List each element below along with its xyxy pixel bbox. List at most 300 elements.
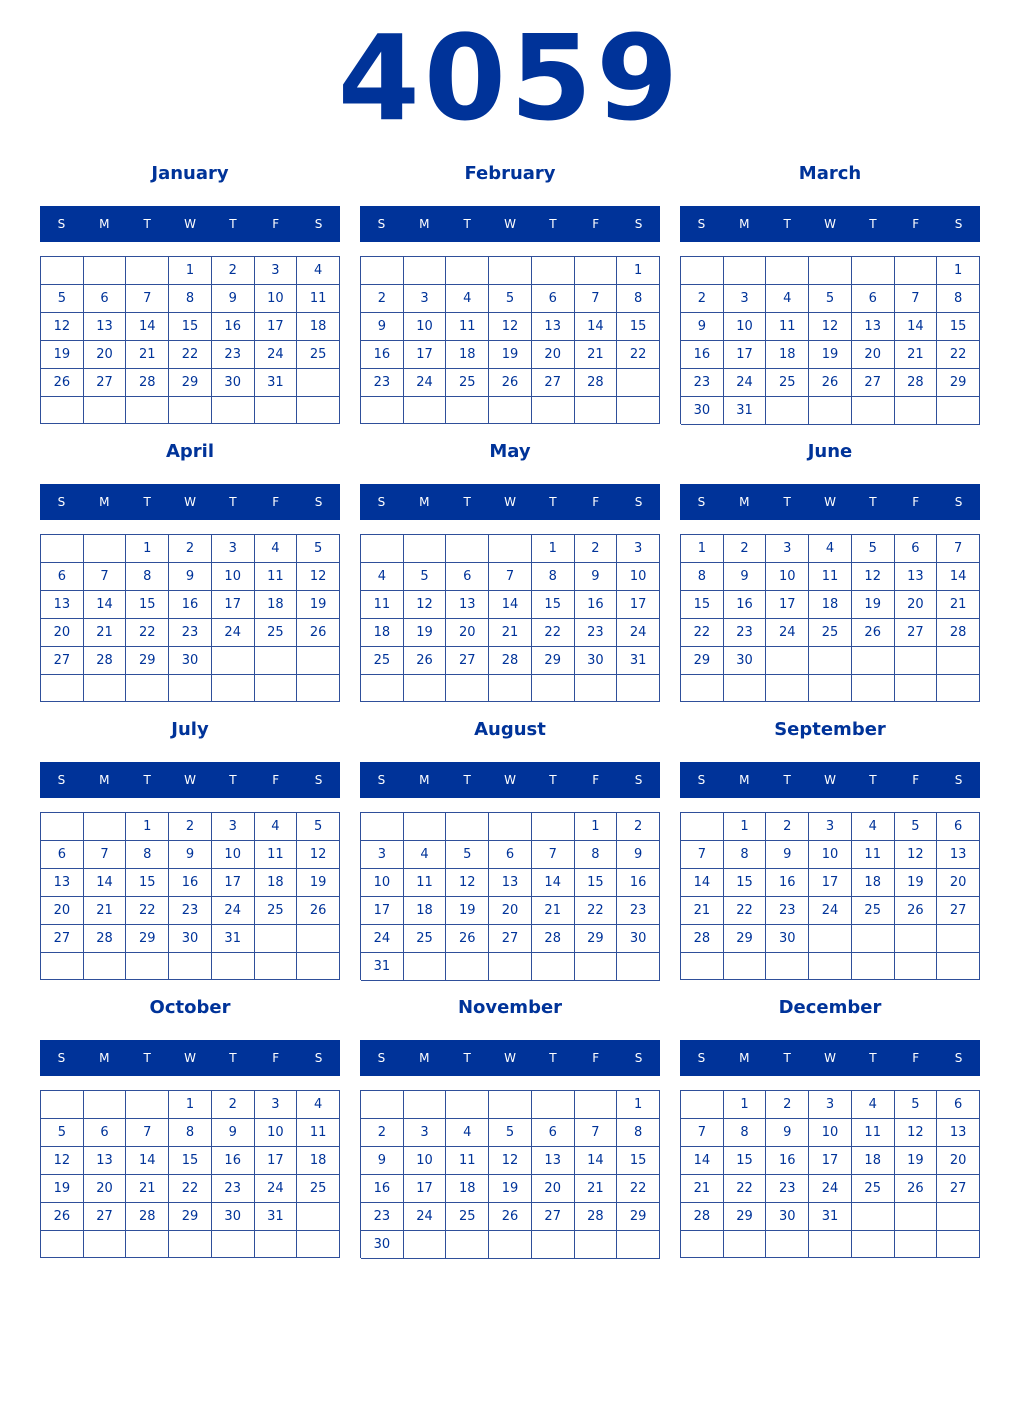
day-cell: 23 (766, 1175, 809, 1203)
day-cell: 24 (617, 619, 660, 647)
day-cell: 7 (84, 841, 127, 869)
day-cell: 3 (404, 1119, 447, 1147)
day-cell: 4 (297, 1091, 340, 1119)
day-grid (40, 256, 340, 424)
weekday-label: S (954, 773, 963, 787)
day-cell: 28 (126, 369, 169, 397)
day-cell: 6 (532, 285, 575, 313)
weekday-label: F (272, 773, 280, 787)
weekday-label: S (57, 495, 66, 509)
empty-cell (297, 647, 340, 675)
day-cell: 20 (84, 341, 127, 369)
day-cell: 24 (809, 897, 852, 925)
day-cell: 7 (126, 1119, 169, 1147)
day-cell: 23 (169, 897, 212, 925)
day-cell: 1 (724, 1091, 767, 1119)
day-cell: 9 (681, 313, 724, 341)
day-cell: 2 (724, 535, 767, 563)
day-cell: 22 (169, 1175, 212, 1203)
empty-cell (532, 397, 575, 424)
day-cell: 9 (724, 563, 767, 591)
empty-cell (297, 675, 340, 702)
month-name: February (464, 163, 556, 184)
day-cell: 19 (41, 1175, 84, 1203)
weekday-label: S (377, 217, 386, 231)
weekday-label: T (143, 495, 151, 509)
weekday-label: W (184, 495, 196, 509)
day-cell: 13 (41, 869, 84, 897)
weekday-label: S (697, 217, 706, 231)
day-cell: 30 (681, 397, 724, 425)
empty-cell (169, 953, 212, 980)
day-cell: 4 (446, 1119, 489, 1147)
day-cell: 14 (681, 1147, 724, 1175)
day-cell: 3 (361, 841, 404, 869)
day-cell: 22 (126, 897, 169, 925)
day-grid (680, 1090, 980, 1258)
empty-cell (255, 397, 298, 424)
weekday-label: S (377, 1051, 386, 1065)
day-cell: 2 (361, 285, 404, 313)
weekday-label: F (912, 1051, 920, 1065)
day-cell: 22 (724, 1175, 767, 1203)
empty-cell (41, 257, 84, 285)
weekday-label: M (419, 1051, 430, 1065)
day-cell: 29 (724, 1203, 767, 1231)
day-cell: 8 (617, 285, 660, 313)
day-cell: 6 (489, 841, 532, 869)
day-cell: 20 (852, 341, 895, 369)
empty-cell (404, 1091, 447, 1119)
weekday-header (680, 206, 980, 242)
weekday-label: T (869, 217, 877, 231)
day-cell: 12 (489, 1147, 532, 1175)
day-cell: 23 (575, 619, 618, 647)
day-cell: 29 (617, 1203, 660, 1231)
weekday-header (40, 1040, 340, 1076)
empty-cell (532, 1231, 575, 1259)
weekday-header (360, 1040, 660, 1076)
day-cell: 4 (255, 535, 298, 563)
day-cell: 8 (724, 1119, 767, 1147)
weekday-header (360, 484, 660, 520)
day-cell: 7 (681, 841, 724, 869)
month-name: June (807, 441, 853, 462)
empty-cell (489, 675, 532, 702)
day-cell: 17 (212, 869, 255, 897)
day-cell: 8 (724, 841, 767, 869)
day-cell: 4 (297, 257, 340, 285)
empty-cell (575, 257, 618, 285)
empty-cell (532, 813, 575, 841)
day-cell: 5 (41, 285, 84, 313)
day-cell: 27 (84, 1203, 127, 1231)
day-cell: 9 (617, 841, 660, 869)
day-cell: 15 (681, 591, 724, 619)
day-cell: 19 (809, 341, 852, 369)
day-cell: 19 (297, 591, 340, 619)
empty-cell (446, 397, 489, 424)
weekday-label: S (634, 1051, 643, 1065)
month-name: May (489, 441, 531, 462)
month-name: September (774, 719, 886, 740)
weekday-header (360, 762, 660, 798)
empty-cell (766, 647, 809, 675)
day-cell: 9 (766, 841, 809, 869)
day-cell: 25 (446, 369, 489, 397)
weekday-label: S (314, 217, 323, 231)
day-cell: 14 (489, 591, 532, 619)
day-cell: 3 (766, 535, 809, 563)
day-cell: 13 (84, 313, 127, 341)
empty-cell (84, 813, 127, 841)
empty-cell (852, 1203, 895, 1231)
weekday-header (360, 206, 660, 242)
empty-cell (895, 953, 938, 980)
empty-cell (361, 397, 404, 424)
day-cell: 11 (255, 563, 298, 591)
weekday-label: W (504, 217, 516, 231)
weekday-label: M (419, 217, 430, 231)
day-cell: 25 (297, 341, 340, 369)
day-cell: 12 (297, 563, 340, 591)
day-cell: 12 (895, 1119, 938, 1147)
day-cell: 11 (255, 841, 298, 869)
weekday-label: S (57, 217, 66, 231)
day-cell: 30 (766, 1203, 809, 1231)
weekday-label: W (504, 1051, 516, 1065)
empty-cell (724, 257, 767, 285)
weekday-label: T (463, 495, 471, 509)
day-cell: 18 (852, 869, 895, 897)
day-cell: 19 (297, 869, 340, 897)
weekday-label: W (824, 773, 836, 787)
day-cell: 20 (937, 869, 980, 897)
day-cell: 18 (255, 869, 298, 897)
day-cell: 22 (681, 619, 724, 647)
empty-cell (895, 257, 938, 285)
weekday-label: S (697, 495, 706, 509)
empty-cell (84, 257, 127, 285)
empty-cell (255, 1231, 298, 1258)
day-cell: 5 (895, 1091, 938, 1119)
day-cell: 15 (169, 1147, 212, 1175)
day-cell: 3 (255, 1091, 298, 1119)
day-cell: 17 (212, 591, 255, 619)
empty-cell (617, 953, 660, 981)
day-cell: 27 (852, 369, 895, 397)
weekday-label: F (592, 773, 600, 787)
day-cell: 22 (532, 619, 575, 647)
day-cell: 21 (532, 897, 575, 925)
day-cell: 3 (212, 813, 255, 841)
day-cell: 27 (532, 369, 575, 397)
empty-cell (404, 675, 447, 702)
empty-cell (255, 925, 298, 953)
day-cell: 31 (809, 1203, 852, 1231)
day-cell: 28 (895, 369, 938, 397)
day-cell: 9 (169, 841, 212, 869)
day-cell: 28 (532, 925, 575, 953)
day-cell: 26 (297, 897, 340, 925)
day-cell: 8 (169, 285, 212, 313)
day-cell: 26 (809, 369, 852, 397)
day-cell: 4 (766, 285, 809, 313)
weekday-label: W (824, 217, 836, 231)
empty-cell (41, 1231, 84, 1258)
empty-cell (41, 675, 84, 702)
weekday-label: W (504, 773, 516, 787)
day-cell: 16 (361, 1175, 404, 1203)
day-cell: 23 (169, 619, 212, 647)
weekday-header (680, 484, 980, 520)
month-name: March (798, 163, 862, 184)
weekday-label: S (57, 1051, 66, 1065)
weekday-label: S (377, 773, 386, 787)
weekday-label: S (634, 217, 643, 231)
day-cell: 17 (361, 897, 404, 925)
day-cell: 10 (212, 563, 255, 591)
empty-cell (489, 953, 532, 981)
empty-cell (84, 675, 127, 702)
day-cell: 4 (852, 813, 895, 841)
day-cell: 14 (681, 869, 724, 897)
day-cell: 16 (361, 341, 404, 369)
day-cell: 3 (724, 285, 767, 313)
empty-cell (852, 257, 895, 285)
weekday-label: T (783, 773, 791, 787)
day-cell: 2 (169, 813, 212, 841)
empty-cell (766, 397, 809, 425)
day-cell: 20 (532, 1175, 575, 1203)
day-cell: 29 (937, 369, 980, 397)
empty-cell (532, 953, 575, 981)
weekday-label: T (229, 773, 237, 787)
weekday-label: M (739, 773, 750, 787)
empty-cell (404, 257, 447, 285)
empty-cell (809, 925, 852, 953)
day-cell: 11 (809, 563, 852, 591)
empty-cell (575, 1091, 618, 1119)
day-cell: 10 (255, 285, 298, 313)
empty-cell (809, 257, 852, 285)
day-cell: 23 (361, 1203, 404, 1231)
day-cell: 18 (852, 1147, 895, 1175)
day-cell: 18 (255, 591, 298, 619)
empty-cell (852, 925, 895, 953)
empty-cell (126, 1091, 169, 1119)
empty-cell (532, 1091, 575, 1119)
day-cell: 31 (212, 925, 255, 953)
weekday-label: F (272, 1051, 280, 1065)
weekday-label: M (419, 495, 430, 509)
empty-cell (84, 1091, 127, 1119)
day-cell: 27 (937, 1175, 980, 1203)
weekday-label: M (419, 773, 430, 787)
day-cell: 1 (169, 1091, 212, 1119)
day-cell: 19 (895, 869, 938, 897)
empty-cell (937, 1203, 980, 1231)
day-cell: 16 (724, 591, 767, 619)
weekday-label: F (592, 1051, 600, 1065)
weekday-label: F (912, 495, 920, 509)
day-cell: 3 (255, 257, 298, 285)
day-cell: 18 (446, 1175, 489, 1203)
day-cell: 24 (404, 369, 447, 397)
day-cell: 6 (895, 535, 938, 563)
day-cell: 2 (617, 813, 660, 841)
empty-cell (446, 813, 489, 841)
weekday-label: T (783, 217, 791, 231)
day-cell: 11 (852, 1119, 895, 1147)
day-cell: 22 (617, 1175, 660, 1203)
weekday-label: S (57, 773, 66, 787)
day-cell: 28 (937, 619, 980, 647)
day-cell: 21 (681, 1175, 724, 1203)
empty-cell (895, 397, 938, 425)
weekday-label: W (824, 495, 836, 509)
day-cell: 13 (489, 869, 532, 897)
day-cell: 6 (852, 285, 895, 313)
day-cell: 14 (126, 1147, 169, 1175)
empty-cell (809, 953, 852, 980)
weekday-header (680, 762, 980, 798)
day-cell: 2 (681, 285, 724, 313)
day-cell: 15 (617, 1147, 660, 1175)
day-cell: 13 (937, 841, 980, 869)
day-cell: 19 (489, 1175, 532, 1203)
day-cell: 16 (766, 1147, 809, 1175)
day-cell: 7 (937, 535, 980, 563)
day-cell: 22 (169, 341, 212, 369)
day-cell: 28 (489, 647, 532, 675)
weekday-label: W (184, 217, 196, 231)
day-cell: 31 (617, 647, 660, 675)
empty-cell (681, 675, 724, 702)
day-cell: 10 (404, 1147, 447, 1175)
empty-cell (724, 675, 767, 702)
day-cell: 30 (212, 369, 255, 397)
day-cell: 28 (681, 1203, 724, 1231)
day-cell: 25 (446, 1203, 489, 1231)
day-cell: 5 (809, 285, 852, 313)
day-cell: 23 (617, 897, 660, 925)
empty-cell (489, 1231, 532, 1259)
weekday-label: M (99, 773, 110, 787)
day-cell: 26 (895, 897, 938, 925)
day-cell: 5 (404, 563, 447, 591)
weekday-label: M (99, 495, 110, 509)
empty-cell (532, 675, 575, 702)
day-cell: 16 (169, 591, 212, 619)
day-cell: 5 (41, 1119, 84, 1147)
day-cell: 7 (681, 1119, 724, 1147)
month-name: July (171, 719, 209, 740)
day-cell: 4 (809, 535, 852, 563)
day-cell: 20 (84, 1175, 127, 1203)
empty-cell (852, 1231, 895, 1258)
day-cell: 14 (126, 313, 169, 341)
month-name: October (149, 997, 231, 1018)
day-cell: 11 (766, 313, 809, 341)
empty-cell (169, 675, 212, 702)
empty-cell (937, 397, 980, 425)
empty-cell (84, 953, 127, 980)
weekday-label: S (697, 1051, 706, 1065)
day-cell: 28 (575, 1203, 618, 1231)
day-cell: 22 (937, 341, 980, 369)
day-cell: 1 (126, 813, 169, 841)
day-cell: 6 (937, 813, 980, 841)
day-grid (40, 812, 340, 980)
weekday-label: T (783, 1051, 791, 1065)
day-cell: 10 (809, 841, 852, 869)
day-grid (360, 256, 660, 424)
weekday-label: F (592, 217, 600, 231)
day-cell: 27 (895, 619, 938, 647)
empty-cell (809, 397, 852, 425)
day-cell: 12 (809, 313, 852, 341)
day-cell: 24 (361, 925, 404, 953)
day-cell: 11 (404, 869, 447, 897)
day-cell: 13 (852, 313, 895, 341)
day-cell: 12 (895, 841, 938, 869)
empty-cell (84, 535, 127, 563)
empty-cell (681, 1091, 724, 1119)
day-cell: 14 (532, 869, 575, 897)
day-cell: 4 (361, 563, 404, 591)
day-cell: 29 (681, 647, 724, 675)
day-cell: 20 (489, 897, 532, 925)
weekday-label: T (549, 1051, 557, 1065)
day-cell: 28 (84, 925, 127, 953)
day-cell: 24 (766, 619, 809, 647)
weekday-label: T (229, 1051, 237, 1065)
day-grid (680, 256, 980, 424)
day-cell: 6 (41, 841, 84, 869)
weekday-label: T (783, 495, 791, 509)
empty-cell (489, 257, 532, 285)
day-cell: 25 (852, 1175, 895, 1203)
weekday-label: S (634, 773, 643, 787)
day-cell: 30 (212, 1203, 255, 1231)
day-cell: 3 (617, 535, 660, 563)
empty-cell (575, 953, 618, 981)
day-cell: 5 (895, 813, 938, 841)
day-cell: 7 (575, 285, 618, 313)
day-cell: 13 (41, 591, 84, 619)
day-cell: 27 (532, 1203, 575, 1231)
empty-cell (575, 675, 618, 702)
day-cell: 21 (84, 619, 127, 647)
day-cell: 7 (532, 841, 575, 869)
weekday-label: S (314, 773, 323, 787)
empty-cell (212, 675, 255, 702)
empty-cell (489, 397, 532, 424)
empty-cell (404, 953, 447, 981)
day-cell: 18 (446, 341, 489, 369)
day-cell: 25 (404, 925, 447, 953)
weekday-label: F (272, 495, 280, 509)
day-cell: 28 (126, 1203, 169, 1231)
day-cell: 12 (404, 591, 447, 619)
day-cell: 15 (937, 313, 980, 341)
day-cell: 6 (446, 563, 489, 591)
day-cell: 15 (169, 313, 212, 341)
empty-cell (489, 1091, 532, 1119)
day-cell: 24 (255, 1175, 298, 1203)
empty-cell (937, 953, 980, 980)
